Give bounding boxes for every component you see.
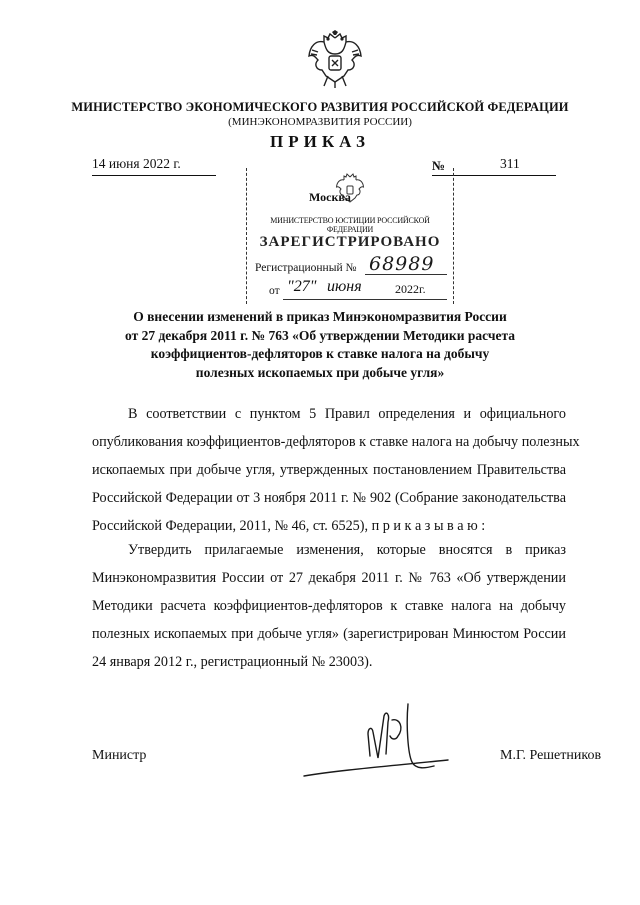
body-p1-line: опубликования коэффициентов-дефляторов к ставке налога на добычу полезных [92, 434, 580, 450]
stamp-city: Москва [309, 190, 351, 204]
registration-stamp [246, 168, 454, 304]
signatory-position: Министр [92, 748, 147, 763]
subject-line: коэффициентов-дефляторов к ставке налога на добычу [150, 346, 490, 361]
stamp-date-underline [283, 299, 447, 300]
subject-line: О внесении изменений в приказ Минэкономразвития России [133, 309, 507, 324]
order-date: 14 июня 2022 г. [92, 156, 181, 171]
handwritten-signature [300, 696, 450, 796]
order-number: 311 [500, 156, 520, 171]
russian-coat-of-arms-icon [306, 30, 364, 90]
document-type: ПРИКАЗ [270, 132, 370, 151]
stamp-registration-label: Регистрационный № [255, 262, 357, 274]
order-subject [80, 308, 560, 382]
body-p2-line: Утвердить прилагаемые изменения, которые вносятся в приказ [128, 542, 566, 558]
stamp-date-day: "27" [287, 278, 317, 295]
ministry-name: МИНИСТЕРСТВО ЭКОНОМИЧЕСКОГО РАЗВИТИЯ РОССИЙСКОЙ ФЕДЕРАЦИИ [71, 100, 569, 114]
body-p2-line: полезных ископаемых при добыче угля» (зарегистрирован Минюстом России [92, 626, 566, 642]
stamp-registration-number: 68989 [369, 253, 435, 275]
body-p2-line: Минэкономразвития России от 27 декабря 2011 г. № 763 «Об утверждении [92, 570, 566, 586]
body-p1-line: В соответствии с пунктом 5 Правил определения и официального [128, 406, 566, 422]
signatory-name: М.Г. Решетников [500, 748, 602, 763]
stamp-registered: ЗАРЕГИСТРИРОВАНО [259, 234, 441, 250]
body-p2-line: Методики расчета коэффициентов-дефляторов к ставке налога на добычу [92, 598, 566, 614]
body-p2-line: 24 января 2012 г., регистрационный № 23003). [92, 654, 373, 670]
subject-line: полезных ископаемых при добыче угля» [195, 364, 445, 380]
ministry-short-name: (МИНЭКОНОМРАЗВИТИЯ РОССИИ) [228, 116, 412, 128]
stamp-date-prefix: от [269, 285, 280, 297]
body-p1-line: Российской Федерации от 3 ноября 2011 г. № 902 (Собрание законодательства [92, 490, 566, 506]
date-underline [92, 175, 216, 176]
subject-line: от 27 декабря 2011 г. № 763 «Об утверждении Методики расчета [125, 327, 515, 343]
body-p1-line: Российской Федерации, 2011, № 46, ст. 6525), п р и к а з ы в а ю : [92, 518, 486, 534]
stamp-reg-underline [365, 274, 447, 275]
body-p1-line: ископаемых при добыче угля, утвержденных постановлением Правительства [92, 462, 566, 478]
stamp-ministry: МИНИСТЕРСТВО ЮСТИЦИИ РОССИЙСКОЙ ФЕДЕРАЦИИ [270, 216, 430, 234]
stamp-date-year: 2022г. [395, 282, 426, 296]
order-number-label: № [432, 158, 446, 173]
stamp-date-month: июня [327, 278, 362, 295]
